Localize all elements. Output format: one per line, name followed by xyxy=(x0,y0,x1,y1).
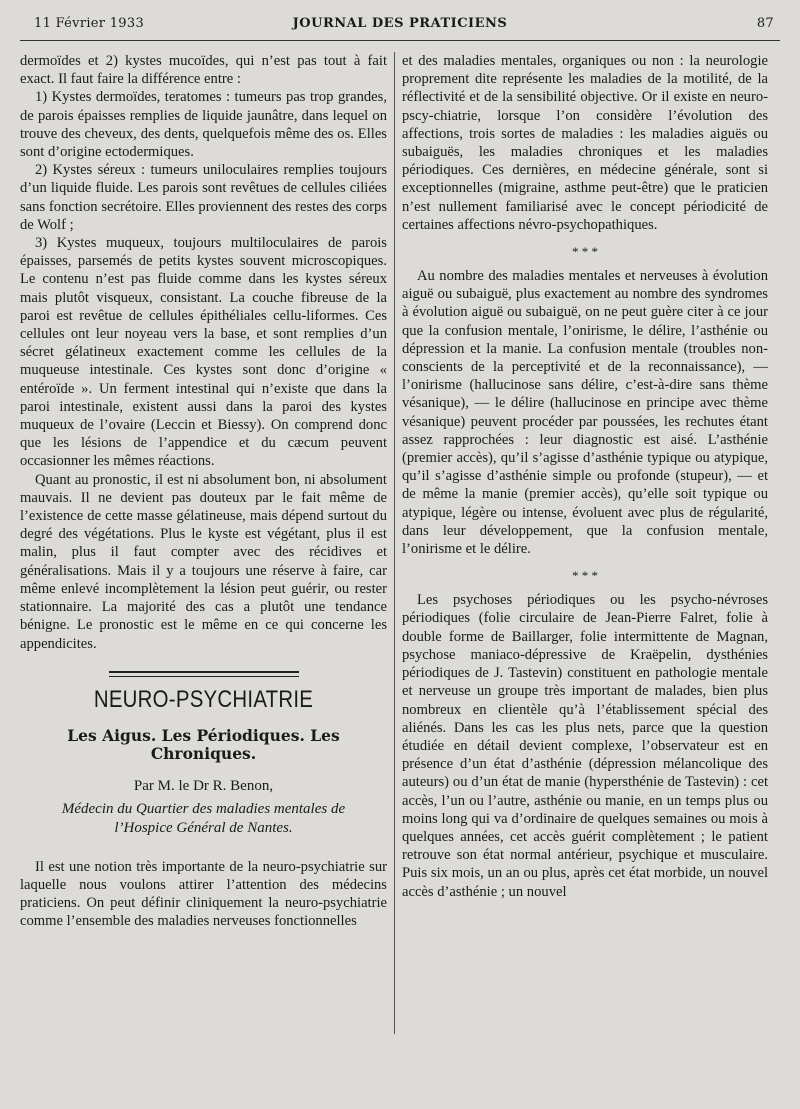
affiliation-line: Médecin du Quartier des maladies mentales de xyxy=(61,800,346,817)
byline: Par M. le Dr R. Benon, xyxy=(133,778,274,795)
section-title: NEURO-PSYCHIATRIE xyxy=(93,685,314,713)
paragraph: 1) Kystes dermoïdes, teratomes : tumeurs pas trop grandes, de parois épaisses remplies de liquide jaunâtre, dans lequel on trouve des cheveux, des dents, quelquefois même des os. Elles sont d’origine ectodermiques. xyxy=(20,89,387,161)
intro-paragraph: Il est une notion très importante de la neuro-psychiatrie sur laquelle nous voulons attirer l’attention des médecins praticiens. On peut définir cliniquement la neuro-psychiatrie comme l’ensemble des maladies nerveuses fonctionnelles xyxy=(20,858,387,930)
header-rule xyxy=(20,40,780,41)
paragraph: 2) Kystes séreux : tumeurs uniloculaires remplies toujours d’un liquide fluide. Les parois sont revêtues de cellules ciliées sans fonction secrétoire. Elles proviennent des restes des corps de Wolf ; xyxy=(20,162,387,233)
journal-title: JOURNAL DES PRATICIENS xyxy=(292,16,508,31)
page-number: 87 xyxy=(756,16,774,31)
article-title: Les Aigus. Les Périodiques. Les Chroniques. xyxy=(67,725,340,764)
issue-date: 11 Février 1933 xyxy=(34,16,145,31)
section-divider xyxy=(109,671,299,677)
affiliation-line: l’Hospice Général de Nantes. xyxy=(114,819,293,836)
column-rule xyxy=(394,52,395,1034)
paragraph: et des maladies mentales, organiques ou non : la neurologie proprement dite représente les maladies de la motilité, de la réflectivité et de la sensibilité objective. Or il existe en neuro-pscy-chiatrie, lorsque l’on considère l’évolution des affections, trois sortes de maladies : les maladies aiguës ou subaiguës, les maladies chroniques et les maladies périodiques. Ces dernières, en médecine générale, sont si exceptionnelles (migraine, asthme peut-être) que le praticien n’est nullement familiarisé avec le concept périodicité de certaines affections névro-psychopathiques. xyxy=(402,53,768,233)
paragraph: Quant au pronostic, il est ni absolument bon, ni absolument mauvais. Il ne devient pas douteux par le fait même de l’existence de cette masse gélatineuse, mais dépend surtout du degré des végétations. Plus le kyste est végétant, plus il est malin, plus il faut compter avec des récidives et généralisations. Mais il y a toujours une réserve à faire, car même enlevé incomplètement la lésion peut guérir, ou rester stationnaire. La majorité des cas a plutôt une tendance bénigne. Le pronostic est le même en ce qui concerne les appendicites. xyxy=(20,471,387,652)
paragraph: dermoïdes et 2) kystes mucoïdes, qui n’est pas tout à fait exact. Il faut faire la différence entre : xyxy=(20,53,387,88)
left-column xyxy=(20,52,387,930)
author-affiliation xyxy=(20,800,387,838)
asterism-separator: * * * xyxy=(572,244,598,260)
running-header xyxy=(20,16,780,38)
paragraph: Les psychoses périodiques ou les psycho-névroses périodiques (folie circulaire de Jean-Pierre Falret, folie à double forme de Baillarger, folie intermittente de Magnan, psychose maniaco-dépressive de Kraëpelin, dysthénies périodiques de J. Tastevin) constituent en pathologie mentale et nerveuse un groupe très important de malades, bien plus nombreux en clientèle qu’à l’établissement spécial des aliénés. Dans les cas les plus nets, parce que la question étudiée en détail devient complexe, l’observateur est en présence d’un état d’asthénie (dépression mélancolique des auteurs) ou d’un état de manie (hypersthénie de Tastevin) : cet accès, l’un ou l’autre, asthénie ou manie, en un temps plus ou moins long qui va d’ordinaire de quelques semaines ou mois à quelques années, cet accès guérit complètement ; le patient retrouve son état normal antérieur, psychique et musculaire. Puis six mois, un an ou plus, après cet état morbide, un nouvel accès d’asthénie ; un nouvel xyxy=(402,592,768,900)
paragraph: Au nombre des maladies mentales et nerveuses à évolution aiguë ou subaiguë, plus exactement au nombre des syndromes à évolution aiguë ou subaiguë, on ne peut guère citer à ce jour que la confusion mentale, l’onirisme, le délire, l’asthénie ou dépression et la manie. La confusion mentale (troubles non-conscients de la perceptivité et de la reconnaissance), — l’onirisme (hallucinose sans délire, c’est-à-dire sans thème vésanique), — le délire (hallucinose en principe avec thème vésanique) peuvent procéder par poussées, les rechutes étant assez rapprochées : leur diagnostic est aisé. L’asthénie (premier accès), qu’il s’agisse d’asthénie typique ou atypique, qu’il s’agisse d’asthénie simple ou profonde (stupeur), — et de même la manie (premier accès), qu’elle soit typique ou atypique, légère ou intense, évoluent avec plus de régularité, dans leur développement, que la confusion mentale, l’onirisme et le délire. xyxy=(402,268,768,558)
paragraph: 3) Kystes muqueux, toujours multiloculaires de parois épaisses, parsemés de petits kystes souvent microscopiques. Le contenu n’est pas fluide comme dans les kystes séreux mais plutôt visqueux, consistant. La couche fibreuse de la paroi est revêtue de cellules épithéliales cellu-liformes. Ces cellules ont leur noyeau vers la base, et sont remplies d’un sécret gélatineux exactement comme les cellules de la muqueuse intestinale. Ces kystes sont donc d’origine « entéroïde ». Un ferment intestinal qui n’existe que dans la paroi intestinale, existent aussi dans la paroi des kystes muqueux de l’ovaire (Leccin et Biessy). On comprend donc que les lésions de l’appendice et du cæcum peuvent occasionner les mêmes réactions. xyxy=(20,235,387,470)
right-column xyxy=(402,52,768,901)
asterism-separator: * * * xyxy=(572,568,598,584)
